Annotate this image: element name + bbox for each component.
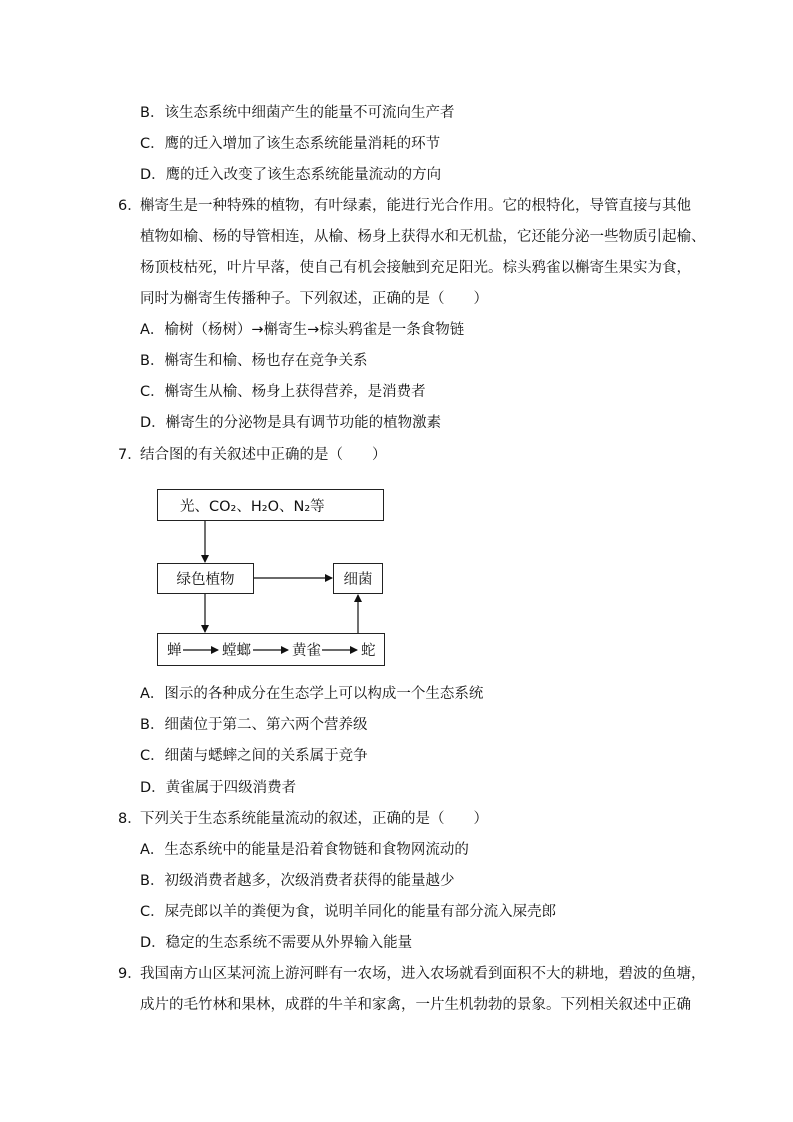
chain-node-cicada: 蝉 bbox=[167, 643, 182, 659]
q5-option-d: D．鹰的迁入改变了该生态系统能量流动的方向 bbox=[140, 167, 442, 183]
q8-option-a: A．生态系统中的能量是沿着食物链和食物网流动的 bbox=[140, 842, 469, 858]
q6-option-c: C．槲寄生从榆、杨身上获得营养，是消费者 bbox=[140, 384, 426, 400]
q7-stem: 结合图的有关叙述中正确的是（ ） bbox=[140, 447, 387, 463]
q8-option-b: B．初级消费者越多，次级消费者获得的能量越少 bbox=[140, 873, 455, 889]
diagram-bacteria-label: 细菌 bbox=[343, 572, 373, 588]
q6-option-a: A．榆树（杨树）→槲寄生→棕头鸦雀是一条食物链 bbox=[140, 322, 465, 338]
diagram-plant-label: 绿色植物 bbox=[176, 572, 235, 588]
q7-number: 7． bbox=[118, 447, 142, 463]
q9-number: 9． bbox=[118, 966, 142, 982]
q6-option-b: B．槲寄生和榆、杨也存在竞争关系 bbox=[140, 353, 368, 369]
q8-stem: 下列关于生态系统能量流动的叙述，正确的是（ ） bbox=[140, 811, 488, 827]
q6-option-d: D．槲寄生的分泌物是具有调节功能的植物激素 bbox=[140, 415, 442, 431]
q6-stem-line-3: 杨顶枝枯死，叶片早落，使自己有机会接触到充足阳光。棕头鸦雀以槲寄生果实为食， bbox=[140, 260, 691, 276]
q5-option-b: B．该生态系统中细菌产生的能量不可流向生产者 bbox=[140, 105, 455, 121]
q6-number: 6． bbox=[118, 198, 142, 214]
q6-stem-line-2: 植物如榆、杨的导管相连，从榆、杨身上获得水和无机盐，它还能分泌一些物质引起榆、 bbox=[140, 229, 706, 245]
chain-node-mantis: 螳螂 bbox=[222, 643, 251, 659]
q8-option-d: D．稳定的生态系统不需要从外界输入能量 bbox=[140, 935, 413, 951]
q8-option-c: C．屎壳郎以羊的粪便为食，说明羊同化的能量有部分流入屎壳郎 bbox=[140, 904, 557, 920]
q7-option-d: D．黄雀属于四级消费者 bbox=[140, 780, 297, 796]
diagram-top-box-label: 光、CO₂、H₂O、N₂等 bbox=[180, 498, 325, 515]
q5-option-c: C．鹰的迁入增加了该生态系统能量消耗的环节 bbox=[140, 136, 441, 152]
chain-node-snake: 蛇 bbox=[361, 643, 376, 659]
q7-option-c: C．细菌与蟋蟀之间的关系属于竞争 bbox=[140, 748, 368, 764]
q7-option-a: A．图示的各种成分在生态学上可以构成一个生态系统 bbox=[140, 686, 484, 702]
q6-stem-line-1: 槲寄生是一种特殊的植物，有叶绿素，能进行光合作用。它的根特化，导管直接与其他 bbox=[140, 198, 691, 214]
q8-number: 8． bbox=[118, 811, 142, 827]
q6-stem-line-4: 同时为槲寄生传播种子。下列叙述，正确的是（ ） bbox=[140, 291, 488, 307]
q9-stem-line-2: 成片的毛竹林和果林，成群的牛羊和家禽，一片生机勃勃的景象。下列相关叙述中正确 bbox=[140, 997, 691, 1013]
chain-node-oriole: 黄雀 bbox=[292, 643, 321, 659]
q7-option-b: B．细菌位于第二、第六两个营养级 bbox=[140, 717, 368, 733]
q9-stem-line-1: 我国南方山区某河流上游河畔有一农场，进入农场就看到面积不大的耕地，碧波的鱼塘， bbox=[140, 966, 706, 982]
